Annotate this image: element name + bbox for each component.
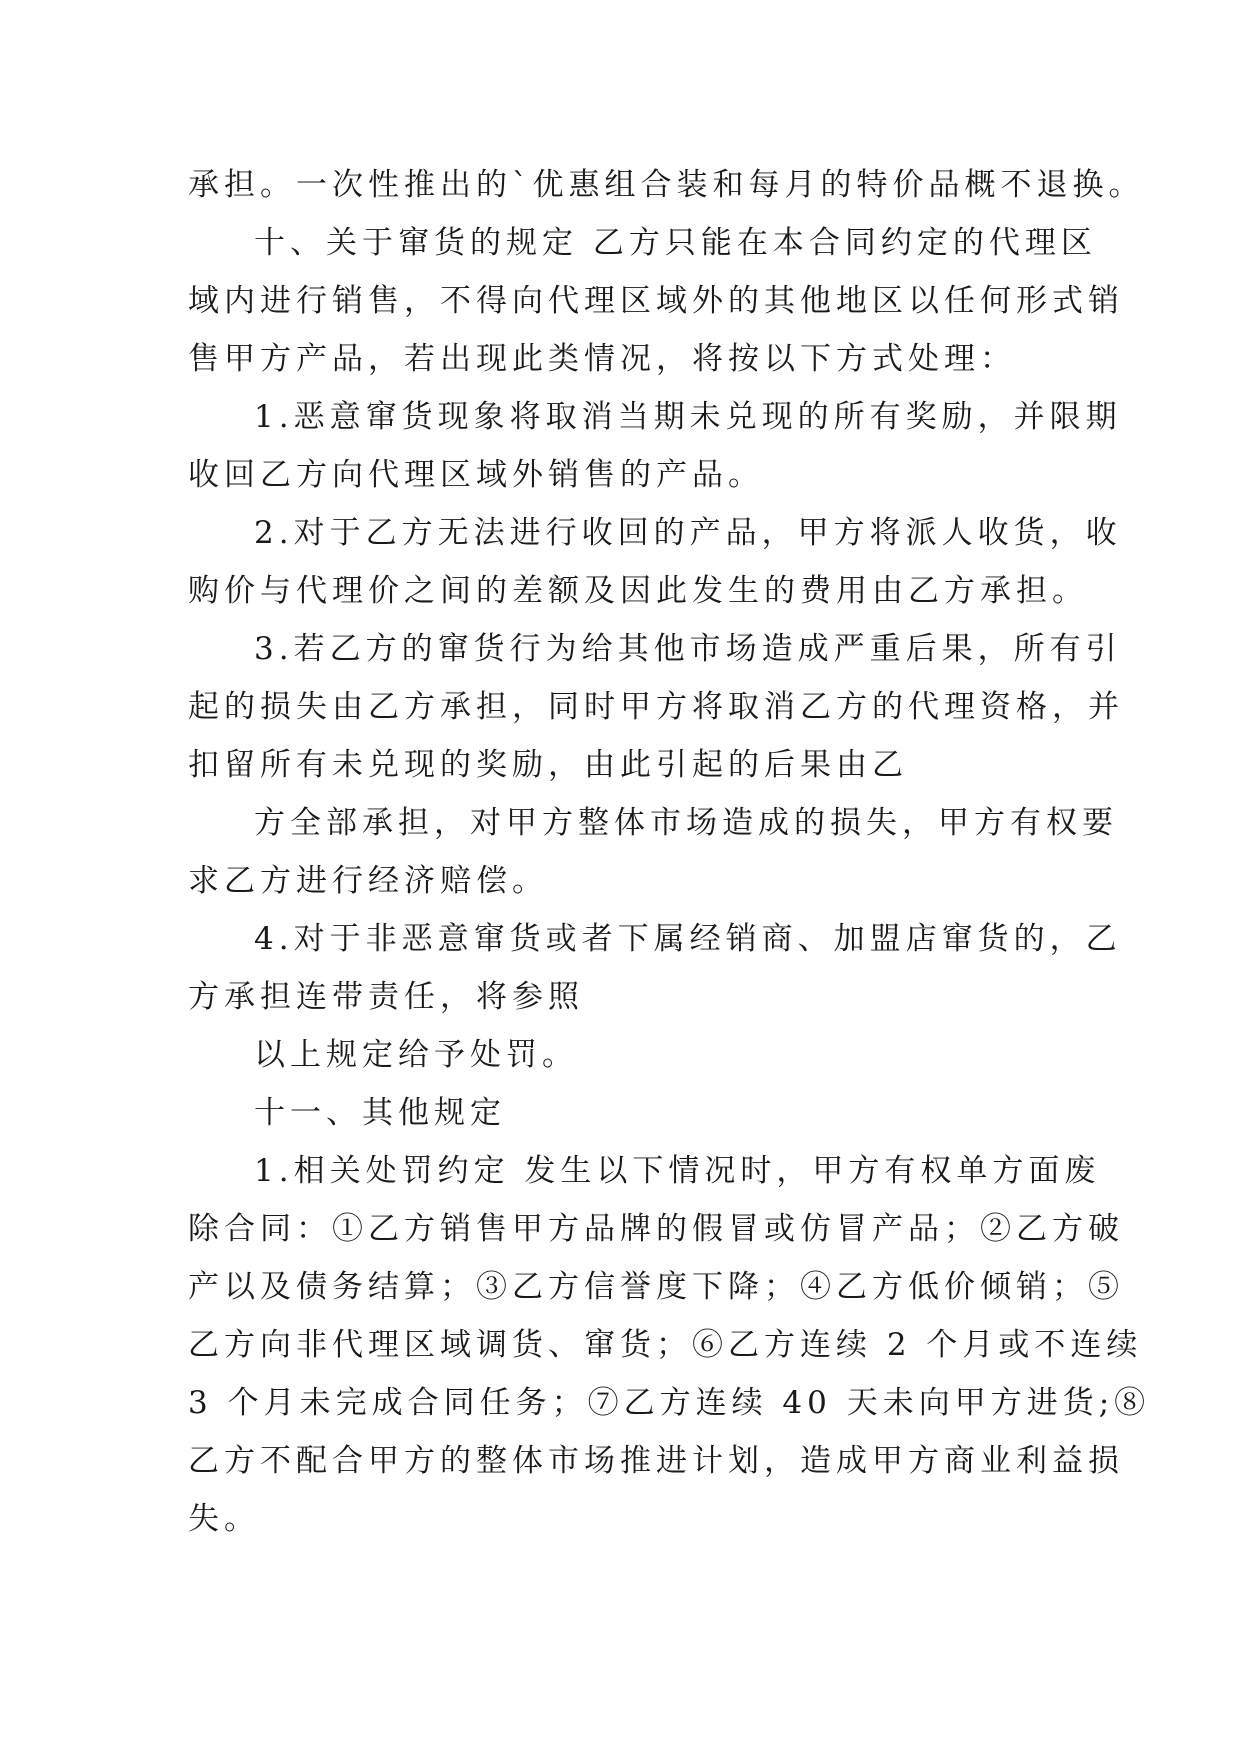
text-line-9: 3.若乙方的窜货行为给其他市场造成严重后果，所有引	[254, 631, 1122, 667]
text-line-21: 乙方向非代理区域调货、窜货；⑥乙方连续 2 个月或不连续	[188, 1327, 1143, 1363]
text-line-24: 失。	[188, 1501, 260, 1537]
text-line-12: 方全部承担，对甲方整体市场造成的损失，甲方有权要	[254, 805, 1118, 841]
text-line-16: 以上规定给予处罚。	[254, 1037, 578, 1073]
text-line-14: 4.对于非恶意窜货或者下属经销商、加盟店窜货的，乙	[254, 921, 1122, 957]
text-line-15: 方承担连带责任，将参照	[188, 979, 584, 1015]
text-line-3: 域内进行销售，不得向代理区域外的其他地区以任何形式销	[188, 283, 1124, 319]
text-line-2: 十、关于窜货的规定 乙方只能在本合同约定的代理区	[254, 225, 1097, 261]
text-line-4: 售甲方产品，若出现此类情况，将按以下方式处理：	[188, 341, 1016, 377]
text-line-7: 2.对于乙方无法进行收回的产品，甲方将派人收货，收	[254, 515, 1122, 551]
document-body	[188, 156, 1151, 1548]
text-line-11: 扣留所有未兑现的奖励，由此引起的后果由乙	[188, 747, 908, 783]
text-line-18: 1.相关处罚约定 发生以下情况时，甲方有权单方面废	[254, 1153, 1101, 1189]
text-line-19: 除合同：①乙方销售甲方品牌的假冒或仿冒产品；②乙方破	[188, 1211, 1124, 1247]
text-line-1: 承担。一次性推出的`优惠组合装和每月的特价品概不退换。	[188, 167, 1145, 203]
text-line-22: 3 个月未完成合同任务；⑦乙方连续 40 天未向甲方进货;⑧	[188, 1385, 1151, 1421]
text-line-23: 乙方不配合甲方的整体市场推进计划，造成甲方商业利益损	[188, 1443, 1124, 1479]
text-line-8: 购价与代理价之间的差额及因此发生的费用由乙方承担。	[188, 573, 1088, 609]
text-line-13: 求乙方进行经济赔偿。	[188, 863, 548, 899]
text-line-6: 收回乙方向代理区域外销售的产品。	[188, 457, 764, 493]
text-line-10: 起的损失由乙方承担，同时甲方将取消乙方的代理资格，并	[188, 689, 1124, 725]
text-line-5: 1.恶意窜货现象将取消当期未兑现的所有奖励，并限期	[254, 399, 1122, 435]
text-line-17: 十一、其他规定	[254, 1095, 506, 1131]
text-line-20: 产以及债务结算；③乙方信誉度下降；④乙方低价倾销；⑤	[188, 1269, 1124, 1305]
